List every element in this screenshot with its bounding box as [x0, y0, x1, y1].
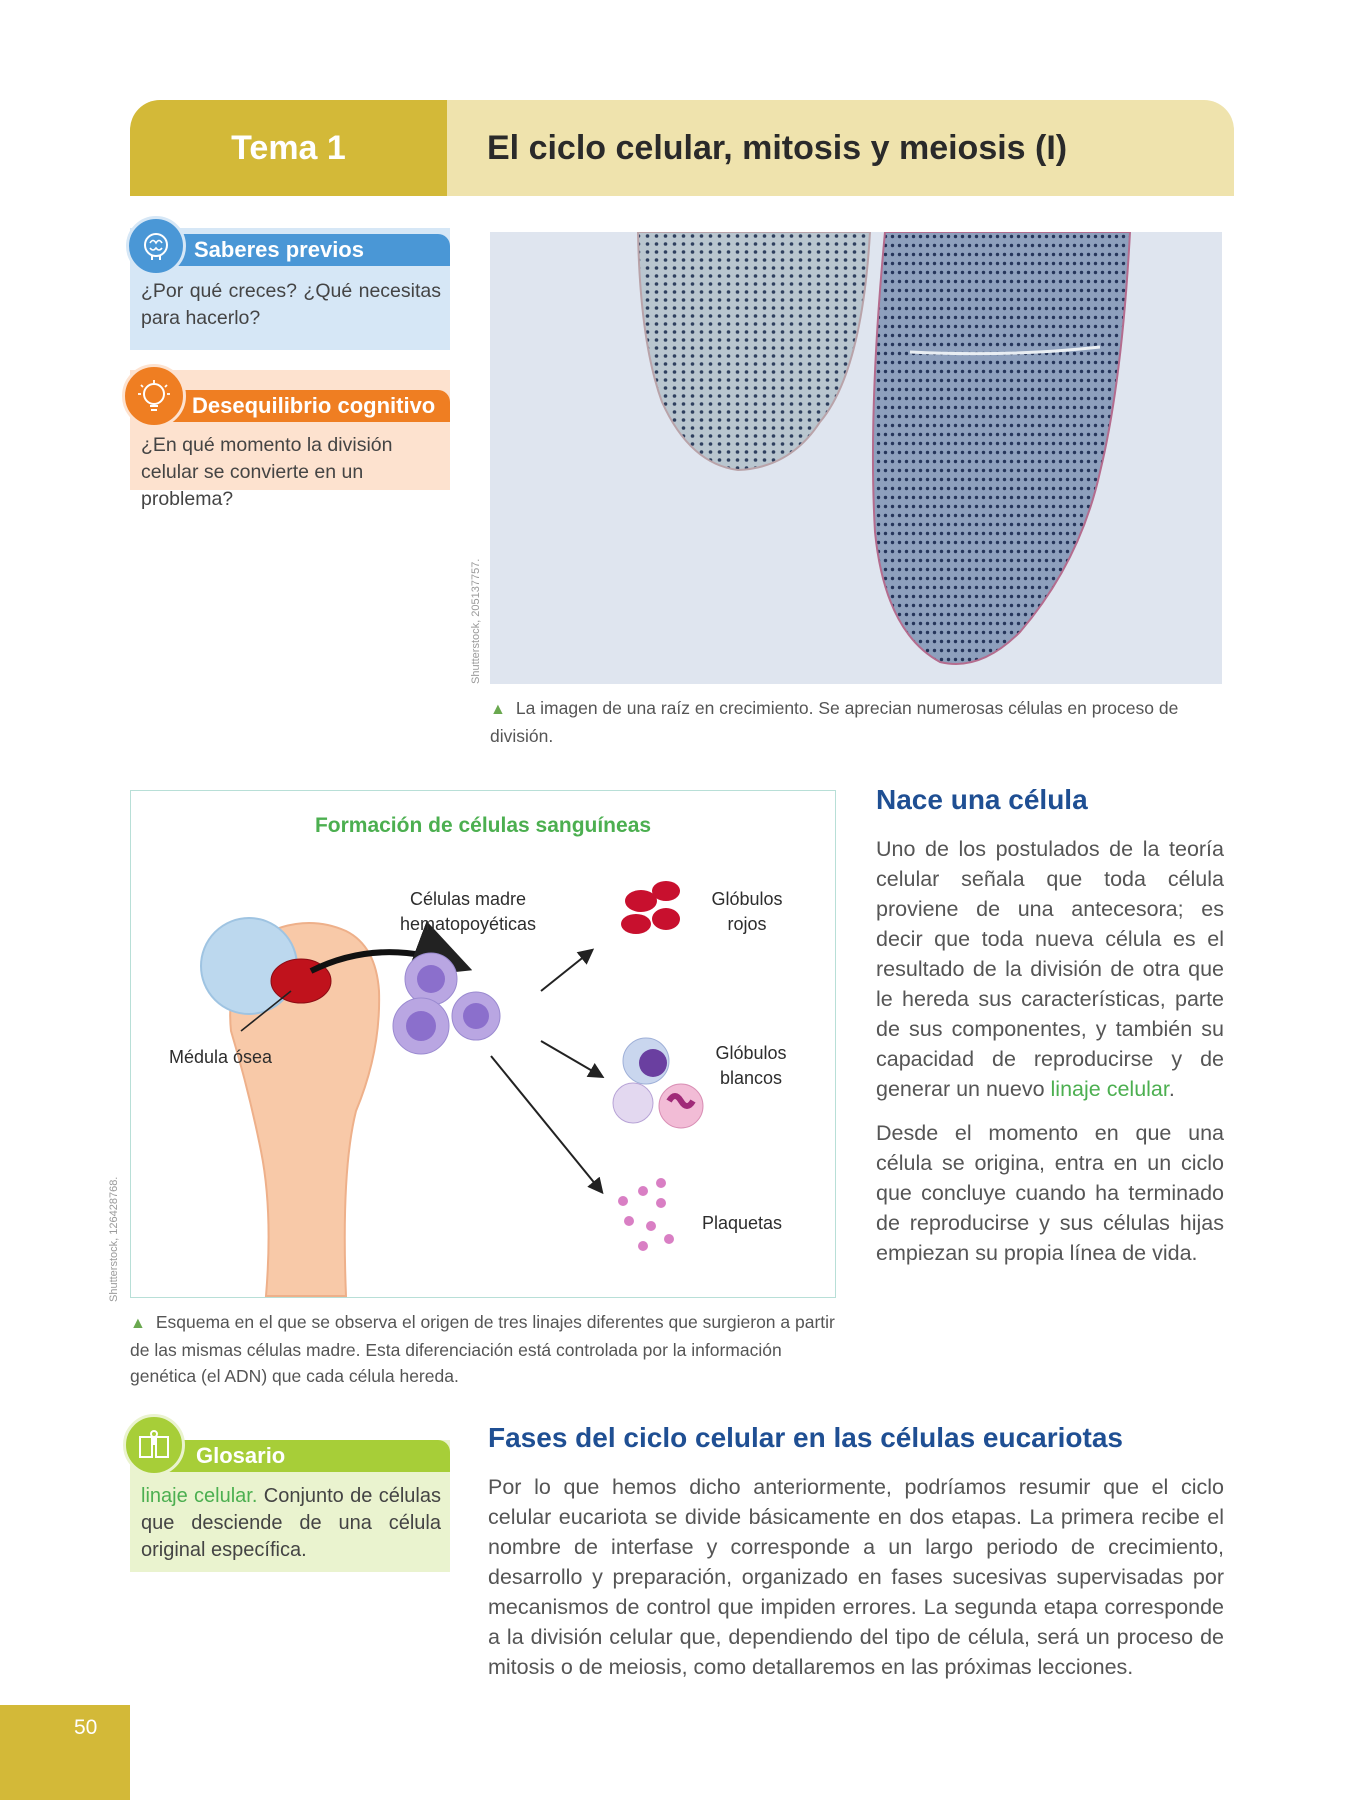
glosario-definition: Conjunto de células que desciende de una célula original específica. [141, 1485, 441, 1561]
arrow-white-cells [541, 1041, 601, 1076]
saberes-previos-title: Saberes previos [194, 237, 364, 262]
triangle-icon: ▲ [130, 1315, 146, 1332]
fases-paragraph: Por lo que hemos dicho anteriormente, podríamos resumir que el ciclo celular eucariota se divide básicamente en dos etapas. La primera recibe el nombre de interfase y corresponde a un largo periodo de crecimiento, desarrollo y preparación, organizado en fases sucesivas supervisadas por mecanismos de control que impiden errores. La segunda etapa corresponde a la división celular que, dependiendo del tipo de célula, será un proceso de mitosis o de meiosis, como detallaremos en las próximas lecciones. [488, 1475, 1224, 1679]
platelet [656, 1178, 666, 1188]
platelet [638, 1186, 648, 1196]
nace-p1-text: Uno de los postulados de la teoría celular señala que toda célula proviene de una antecesora; es decir que toda nueva célula es el resultado de la división de otra que le hereda sus características, parte de sus componentes, y también su capacidad de reproducirse y de generar un nuevo [876, 837, 1224, 1101]
platelets-group [618, 1178, 674, 1251]
red-blood-cell [621, 914, 651, 934]
root-micrograph [490, 232, 1222, 684]
desequilibrio-header [164, 390, 450, 422]
stem-cell-nucleus [406, 1011, 436, 1041]
saberes-previos-header [164, 234, 450, 266]
page-title: El ciclo celular, mitosis y meiosis (I) [447, 100, 1234, 196]
label-marrow: Médula ósea [169, 1047, 273, 1067]
page-number: 50 [74, 1716, 98, 1739]
photo-caption-text: La imagen de una raíz en crecimiento. Se aprecian numerosas células en proceso de división. [490, 698, 1179, 746]
glosario-text [141, 1483, 441, 1564]
platelet [646, 1221, 656, 1231]
arrow-platelets [491, 1056, 601, 1191]
stem-cell-nucleus [417, 965, 445, 993]
desequilibrio-title: Desequilibrio cognitivo [192, 393, 436, 418]
white-blood-cell [613, 1083, 653, 1123]
nace-paragraph-2: Desde el momento en que una célula se origina, entra en un ciclo que concluye cuando ha terminado de reproducirse y sus células hijas empiezan su propia línea de vida. [876, 1121, 1224, 1265]
blood-cells-diagram [130, 790, 836, 1298]
triangle-icon: ▲ [490, 701, 506, 718]
nace-heading: Nace una célula [876, 784, 1088, 815]
diagram-credit: Shutterstock, 126428768. [108, 1176, 120, 1302]
platelet [664, 1234, 674, 1244]
desequilibrio-text: ¿En qué momento la división celular se convierte en un problema? [141, 434, 393, 510]
brain-icon [126, 216, 186, 276]
arrow-red-cells [541, 951, 591, 991]
platelet [638, 1241, 648, 1251]
red-blood-cell [625, 890, 657, 912]
label-white-cells: Glóbulos blancos [715, 1043, 787, 1088]
photo-credit: Shutterstock, 205137757. [470, 558, 482, 684]
diagram-caption-text: Esquema en el que se observa el origen de tres linajes diferentes que surgieron a partir de las mismas células madre. Esta diferenciación está controlada por la información genética (el ADN) que cada célula hereda. [130, 1312, 835, 1386]
nace-p1-end: . [1168, 1077, 1175, 1101]
linaje-link[interactable]: linaje celular [1050, 1077, 1169, 1101]
glosario-title: Glosario [196, 1443, 286, 1468]
red-blood-cell [652, 908, 680, 930]
red-blood-cell [652, 881, 680, 901]
page-header [130, 100, 1234, 196]
saberes-previos-text: ¿Por qué creces? ¿Qué necesitas para hacerlo? [141, 280, 441, 329]
lightbulb-icon [122, 364, 186, 428]
fases-heading: Fases del ciclo celular en las células eucariotas [488, 1422, 1124, 1453]
diagram-caption [130, 1309, 840, 1389]
platelet [624, 1216, 634, 1226]
white-blood-cell-nucleus [639, 1049, 667, 1077]
tema-label: Tema 1 [130, 100, 447, 196]
platelet [656, 1198, 666, 1208]
platelet [618, 1196, 628, 1206]
book-icon [123, 1414, 185, 1476]
label-stem-cells: Células madre hematopoyéticas [399, 889, 537, 934]
nace-paragraph-1 [876, 834, 1224, 1104]
diagram-title: Formación de células sanguíneas [314, 814, 652, 837]
photo-caption [490, 695, 1220, 749]
label-platelets: Plaquetas [701, 1213, 783, 1233]
label-red-cells: Glóbulos rojos [711, 889, 783, 934]
page-number-bar [0, 1705, 130, 1800]
stem-cell-nucleus [463, 1003, 489, 1029]
glosario-term[interactable]: linaje celular. [141, 1485, 258, 1507]
glosario-header [164, 1440, 450, 1472]
